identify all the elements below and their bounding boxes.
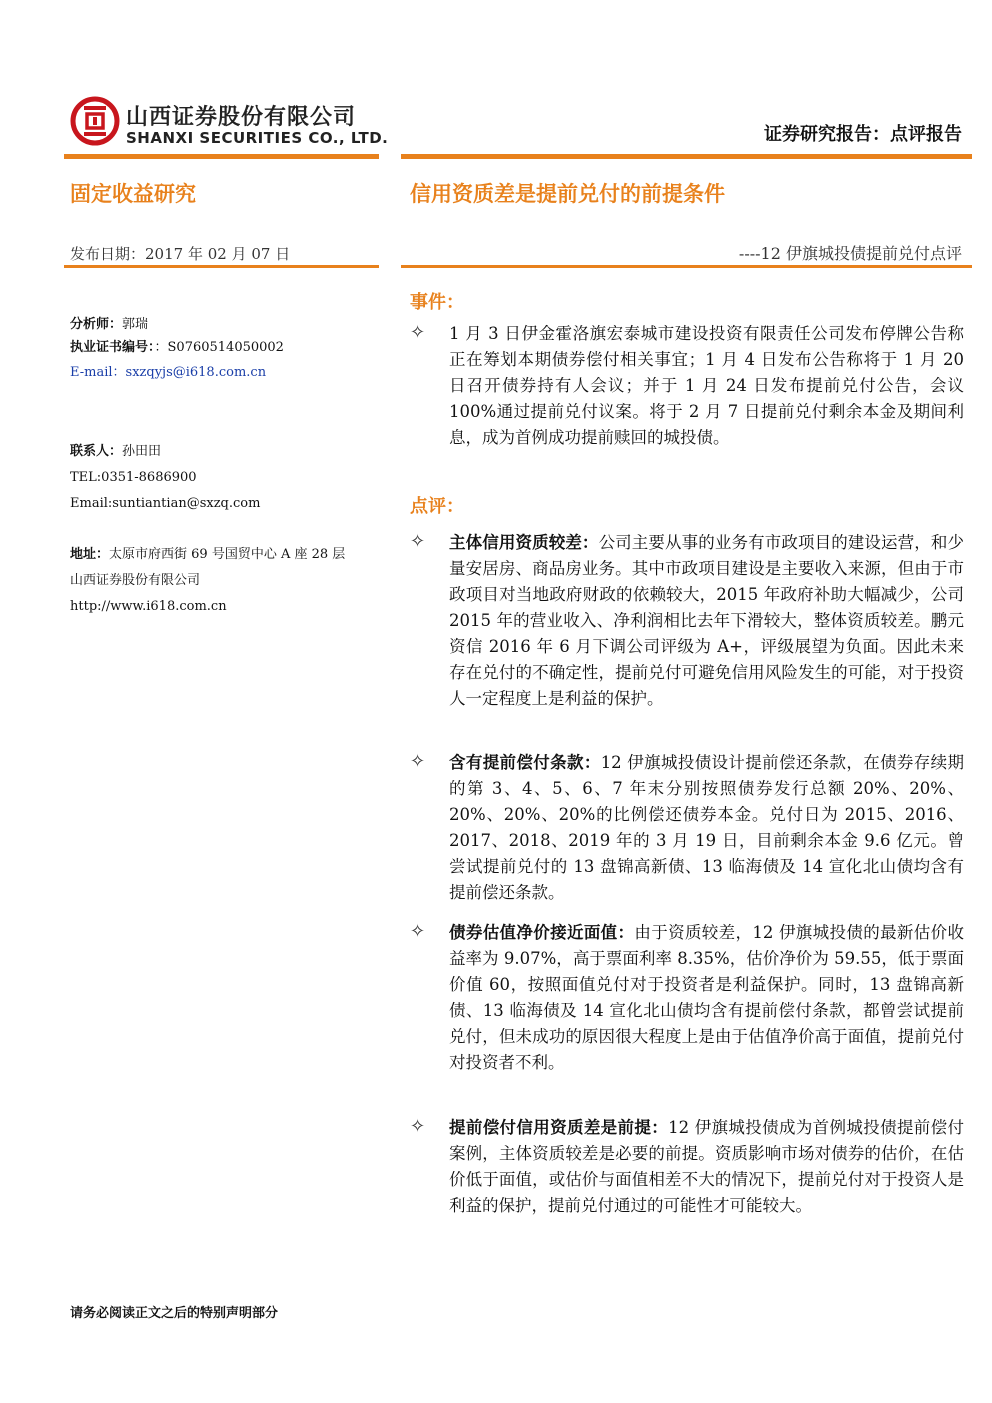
address-line <box>70 546 345 564</box>
analyst-name: 郭瑞 <box>122 317 149 332</box>
point-4-title: 提前偿付信用资质差是前提： <box>449 1118 669 1137</box>
point-3-text: 由于资质较差，12 伊旗城投债的最新估价收益率为 9.07%，高于票面利率 8.35%，估价净价为 59.55，低于票面价值 60，按照面值兑付对于投资者是利益保护。同时，13 盘锦高新债、13 临海债及 14 宣化北山债均含有提前偿付条款，都曾尝试提前兑付，但未成功的原因很大程度上是由于估值净价高于面值，提前兑付对投资者不利。 <box>449 923 964 1072</box>
header-rule-left <box>64 154 379 159</box>
analyst-email[interactable]: E-mail：sxzqyjs@i618.com.cn <box>70 365 267 380</box>
comment-point-4 <box>449 1115 964 1219</box>
header-rule-right <box>401 154 972 159</box>
point-4-text: 12 伊旗城投债成为首例城投债提前偿付案例，主体资质较差是必要的前提。资质影响市场对债券的估价，在估价低于面值，或估价与面值相差不大的情况下，提前兑付对于投资人是利益的保护，提前兑付通过的可能性才可能较大。 <box>449 1118 965 1215</box>
cert-line <box>70 339 284 357</box>
comment-point-3 <box>449 920 964 1076</box>
report-type: 证券研究报告：点评报告 <box>764 124 962 145</box>
bullet-diamond-icon: ✧ <box>410 531 426 552</box>
company-logo-icon <box>70 96 120 146</box>
contact-tel: TEL:0351-8686900 <box>70 470 197 485</box>
comment-point-2 <box>449 750 964 906</box>
address-label: 地址： <box>70 547 110 562</box>
contact-label: 联系人： <box>70 444 123 459</box>
cert-value: ：S0760514050002 <box>154 340 284 355</box>
disclaimer-note: 请务必阅读正文之后的特别声明部分 <box>70 1306 279 1321</box>
analyst-line <box>70 316 148 334</box>
contact-name: 孙田田 <box>122 444 162 459</box>
report-subtitle: ----12 伊旗城投债提前兑付点评 <box>738 244 962 263</box>
cert-label: 执业证书编号： <box>70 340 155 355</box>
point-1-text: 公司主要从事的业务有市政项目的建设运营，和少量安居房、商品房业务。其中市政项目建设是主要收入来源，但由于市政项目对当地政府财政的依赖较大，2015 年政府补助大幅减少，公司 2015 年的营业收入、净利润相比去年下滑较大，整体资质较差。鹏元资信 2016 年 6 月下调公司评级为 A+，评级展望为负面。因此未来存在兑付的不确定性，提前兑付可避免信用风险发生的可能，对于投资人一定程度上是利益的保护。 <box>449 533 965 708</box>
bullet-diamond-icon: ✧ <box>410 921 426 942</box>
bullet-diamond-icon: ✧ <box>410 751 426 772</box>
point-2-text: 12 伊旗城投债设计提前偿还条款，在债券存续期的第 3、4、5、6、7 年末分别按照债券发行总额 20%、20%、20%、20%、20%的比例偿还债券本金。兑付日为 2015、2016、2017、2018、2019 年的 3 月 19 日，目前剩余本金 9.6 亿元。曾尝试提前兑付的 13 盘锦高新债、13 临海债及 14 宣化北山债均含有提前偿还条款。 <box>449 753 964 902</box>
analyst-label: 分析师： <box>70 317 123 332</box>
bullet-diamond-icon: ✧ <box>410 1116 426 1137</box>
report-headline: 信用资质差是提前兑付的前提条件 <box>410 182 725 206</box>
point-1-title: 主体信用资质较差： <box>449 533 599 552</box>
website-link[interactable]: http://www.i618.com.cn <box>70 599 227 614</box>
publish-date: 发布日期：2017 年 02 月 07 日 <box>70 245 291 263</box>
point-3-title: 债券估值净价接近面值： <box>449 923 635 942</box>
address-text: 太原市府西街 69 号国贸中心 A 座 28 层 <box>109 547 346 562</box>
meta-rule-left <box>64 265 379 268</box>
research-category: 固定收益研究 <box>70 182 196 206</box>
comment-point-1 <box>449 530 964 712</box>
event-heading: 事件： <box>410 292 464 313</box>
comment-heading: 点评： <box>410 496 464 517</box>
contact-email[interactable]: Email:suntiantian@sxzq.com <box>70 496 261 511</box>
contact-line <box>70 443 161 461</box>
meta-rule-right <box>401 265 972 268</box>
company-name-cn: 山西证券股份有限公司 <box>126 105 357 130</box>
company-name-en: SHANXI SECURITIES CO., LTD. <box>126 129 389 147</box>
event-paragraph: 1 月 3 日伊金霍洛旗宏泰城市建设投资有限责任公司发布停牌公告称正在筹划本期债券偿付相关事宜；1 月 4 日发布公告称将于 1 月 20 日召开债券持有人会议；并于 1 月 24 日发布提前兑付公告，会议 100%通过提前兑付议案。将于 2 月 7 日提前兑付剩余本金及期间利息，成为首例成功提前赎回的城投债。 <box>449 324 964 447</box>
point-2-title: 含有提前偿付条款： <box>449 753 601 772</box>
sidebar-company: 山西证券股份有限公司 <box>70 573 201 588</box>
bullet-diamond-icon: ✧ <box>410 322 426 343</box>
